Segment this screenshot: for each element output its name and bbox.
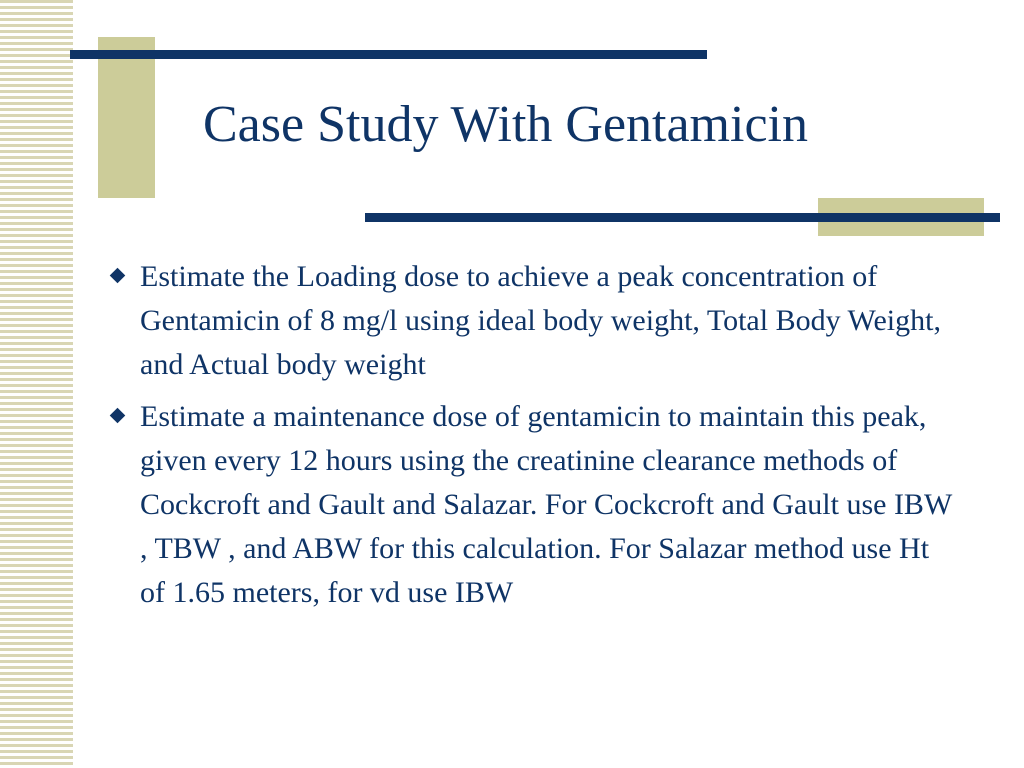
- bullet-item: [100, 255, 960, 387]
- diamond-bullet-icon: [110, 268, 126, 284]
- bullet-text: Estimate a maintenance dose of gentamicin to maintain this peak, given every 12 hours using the creatinine clearance methods of Cockcroft and Gault and Salazar. For Cockcroft and Gault use IBW , TBW , and ABW for this calculation. For Salazar method use Ht of 1.65 meters, for vd use IBW: [140, 400, 952, 609]
- title-rule-top: [70, 50, 707, 59]
- bullet-text: Estimate the Loading dose to achieve a peak concentration of Gentamicin of 8 mg/l using ideal body weight, Total Body Weight, and Actual body weight: [140, 260, 941, 381]
- bullet-list: [100, 255, 960, 623]
- title-rule-bottom: [365, 213, 1000, 222]
- striped-side-band: [0, 0, 73, 768]
- slide-title: Case Study With Gentamicin: [203, 96, 808, 153]
- bullet-item: [100, 395, 960, 615]
- diamond-bullet-icon: [110, 408, 126, 424]
- tan-accent-block-left: [98, 37, 155, 198]
